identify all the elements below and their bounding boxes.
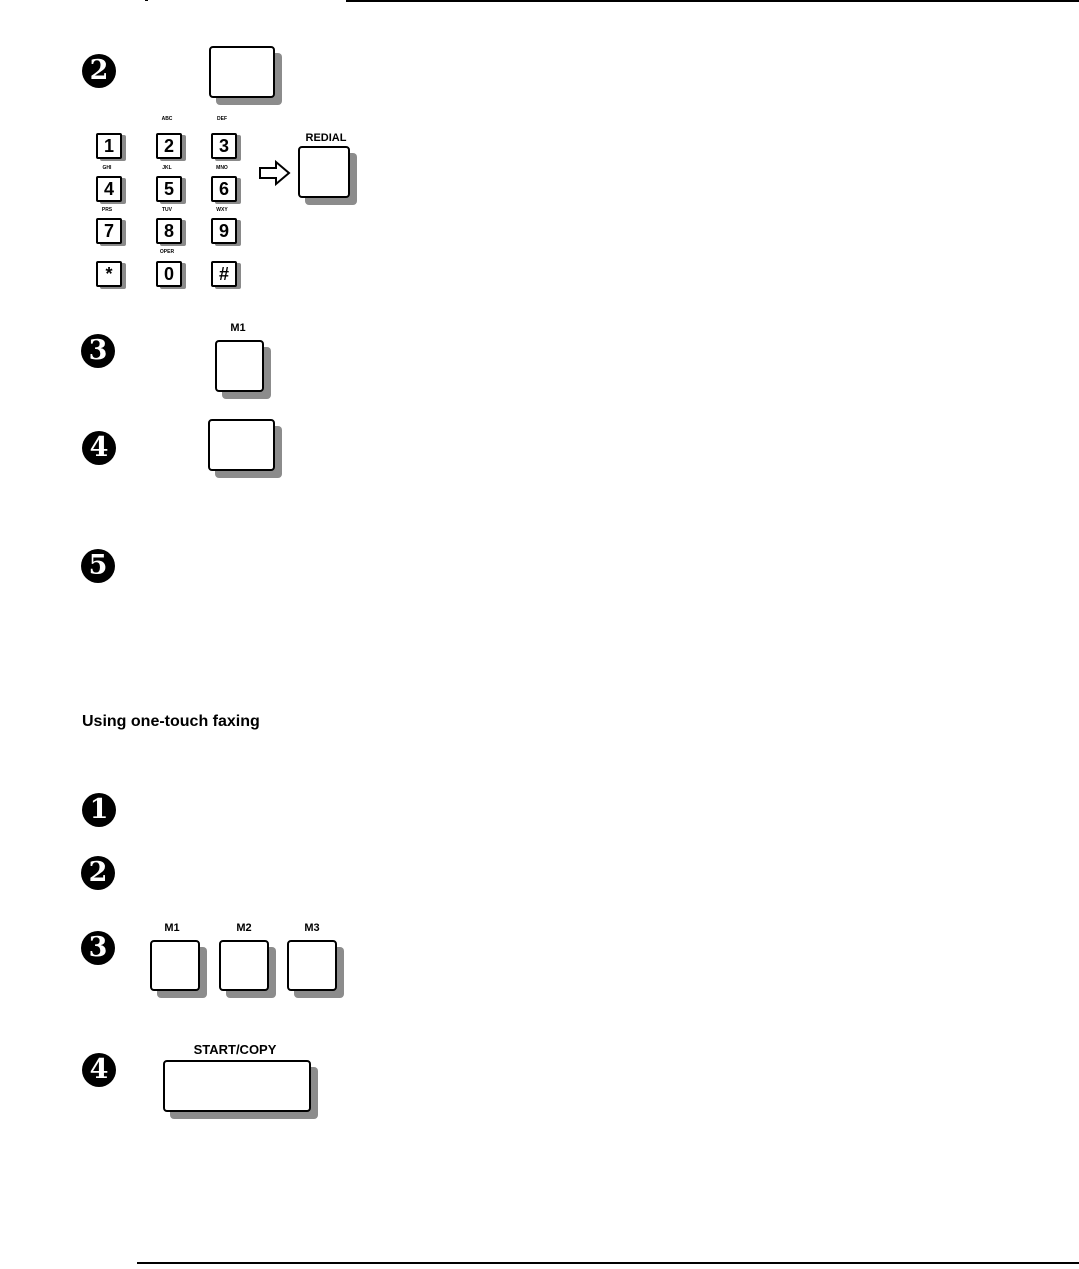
keypad-key-7[interactable]: 7 bbox=[96, 218, 122, 244]
key-letters: MNO bbox=[216, 165, 228, 171]
keypad-key-3[interactable]: 3 bbox=[211, 133, 237, 159]
redial-button[interactable] bbox=[298, 146, 350, 198]
blank-key[interactable] bbox=[208, 419, 275, 471]
step-number-4: 4 bbox=[82, 1053, 116, 1087]
keypad-key-6[interactable]: 6 bbox=[211, 176, 237, 202]
keypad-key-2[interactable]: 2 bbox=[156, 133, 182, 159]
keypad-key-hash[interactable]: # bbox=[211, 261, 237, 287]
m1-button[interactable] bbox=[150, 940, 200, 991]
m1-label: M1 bbox=[164, 922, 180, 934]
top-tick-mark bbox=[145, 0, 148, 1]
redial-label: REDIAL bbox=[305, 132, 347, 144]
keypad-key-8[interactable]: 8 bbox=[156, 218, 182, 244]
m1-label: M1 bbox=[230, 322, 246, 334]
start-copy-label: START/COPY bbox=[193, 1042, 277, 1057]
keypad-key-0[interactable]: 0 bbox=[156, 261, 182, 287]
section-heading: Using one-touch faxing bbox=[82, 713, 260, 730]
dial-keypad bbox=[94, 116, 254, 296]
key-letters: JKL bbox=[162, 165, 172, 171]
keypad-key-1[interactable]: 1 bbox=[96, 133, 122, 159]
top-rule bbox=[346, 0, 1079, 2]
m2-button[interactable] bbox=[219, 940, 269, 991]
step-number-2: 2 bbox=[81, 856, 115, 890]
key-letters: TUV bbox=[162, 207, 172, 213]
step-number-3: 3 bbox=[81, 334, 115, 368]
step-number-5: 5 bbox=[81, 549, 115, 583]
m3-label: M3 bbox=[304, 922, 320, 934]
key-letters: GHI bbox=[102, 165, 112, 171]
step-number-4: 4 bbox=[82, 431, 116, 465]
keypad-key-star[interactable]: * bbox=[96, 261, 122, 287]
m3-button[interactable] bbox=[287, 940, 337, 991]
key-letters: PRS bbox=[101, 207, 113, 213]
m1-button[interactable] bbox=[215, 340, 264, 392]
keypad-key-4[interactable]: 4 bbox=[96, 176, 122, 202]
key-letters: OPER bbox=[159, 249, 175, 255]
start-copy-button[interactable] bbox=[163, 1060, 311, 1112]
step-number-2: 2 bbox=[82, 54, 116, 88]
key-letters: ABC bbox=[161, 116, 173, 122]
key-letters: WXY bbox=[216, 207, 228, 213]
key-letters: DEF bbox=[217, 116, 227, 122]
keypad-key-9[interactable]: 9 bbox=[211, 218, 237, 244]
step-number-1: 1 bbox=[82, 793, 116, 827]
bottom-rule bbox=[137, 1262, 1079, 1264]
m2-label: M2 bbox=[236, 922, 252, 934]
step-number-3: 3 bbox=[81, 931, 115, 965]
arrow-right-icon bbox=[258, 160, 292, 186]
keypad-key-5[interactable]: 5 bbox=[156, 176, 182, 202]
blank-key[interactable] bbox=[209, 46, 275, 98]
